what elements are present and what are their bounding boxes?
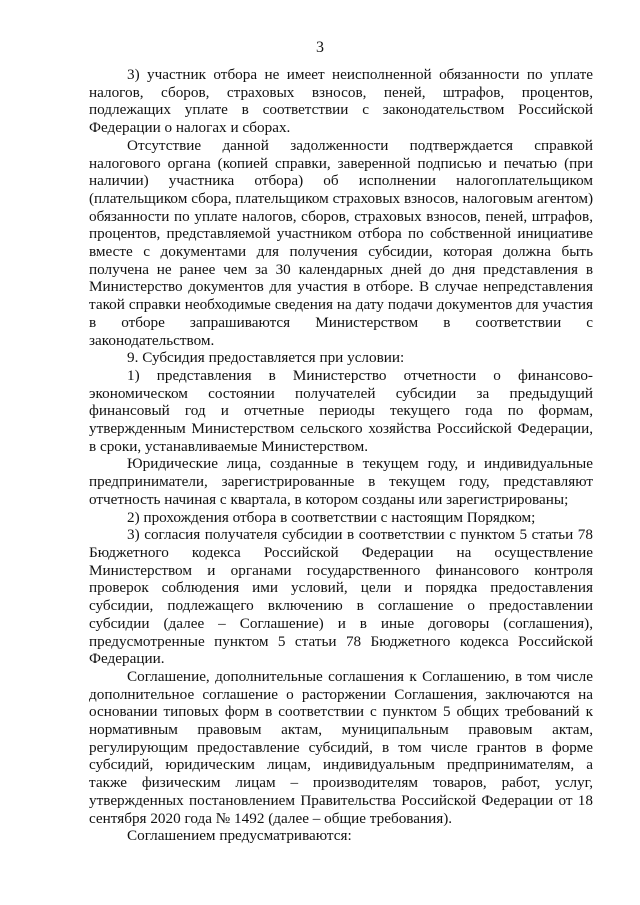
paragraph-consent: 3) согласия получателя субсидии в соответствии с пунктом 5 статьи 78 Бюджетного кодекса Российской Федерации на осуществление Министерством и органами государственного финансового контроля проверок соблюдения ими условий, цели и порядка предоставления субсидии, подлежащего включению в соглашение о предоставлении субсидии (далее – Соглашение) и в иные договоры (соглашения), предусмотренные пунктом 5 статьи 78 Бюджетного кодекса Российской Федерации. — [89, 526, 593, 668]
paragraph-tax-obligation: 3) участник отбора не имеет неисполненной обязанности по уплате налогов, сборов, страховых взносов, пеней, штрафов, процентов, подлежащих уплате в соответствии с законодательством Российской Федерации о налогах и сборах. — [89, 66, 593, 137]
paragraph-tax-certificate: Отсутствие данной задолженности подтверждается справкой налогового органа (копией справки, заверенной подписью и печатью (при наличии) участника отбора) об исполнении налогоплательщиком (плательщиком сбора, плательщиком страховых взносов, налоговым агентом) обязанности по уплате налогов, сборов, страховых взносов, пеней, штрафов, процентов, представляемой участником отбора по собственной инициативе вместе с документами для получения субсидии, которая должна быть получена не ранее чем за 30 календарных дней до дня представления в Министерство документов для участия в отборе. В случае непредставления такой справки необходимые сведения на дату подачи документов для участия в отборе запрашиваются Министерством в соответствии с законодательством. — [89, 136, 593, 349]
paragraph-reporting: 1) представления в Министерство отчетности о финансово-экономическом состоянии получателей субсидии за предыдущий финансовый год и отчетные периоды текущего года по формам, утвержденным Министерством сельского хозяйства Российской Федерации, в сроки, устанавливаемые Министерством. — [89, 366, 593, 455]
page-number: 3 — [316, 39, 324, 56]
paragraph-subsidy-conditions: 9. Субсидия предоставляется при условии: — [127, 349, 405, 367]
document-body — [89, 66, 593, 845]
paragraph-agreements: Соглашение, дополнительные соглашения к Соглашению, в том числе дополнительное соглашение о расторжении Соглашения, заключаются на основании типовых форм в соответствии с пунктом 5 общих требований к нормативным правовым актам, муниципальным правовым актам, регулирующим предоставление субсидий, в том числе грантов в форме субсидий, юридическим лицам, индивидуальным предпринимателям, а также физическим лицам – производителям товаров, работ, услуг, утвержденных постановлением Правительства Российской Федерации от 18 сентября 2020 года № 1492 (далее – общие требования). — [89, 667, 593, 827]
paragraph-new-entities: Юридические лица, созданные в текущем году, и индивидуальные предприниматели, зарегистрированные в текущем году, представляют отчетность начиная с квартала, в котором созданы или зарегистрированы; — [89, 455, 593, 508]
paragraph-selection: 2) прохождения отбора в соответствии с настоящим Порядком; — [127, 508, 536, 526]
paragraph-agreement-provisions: Соглашением предусматриваются: — [127, 827, 352, 845]
